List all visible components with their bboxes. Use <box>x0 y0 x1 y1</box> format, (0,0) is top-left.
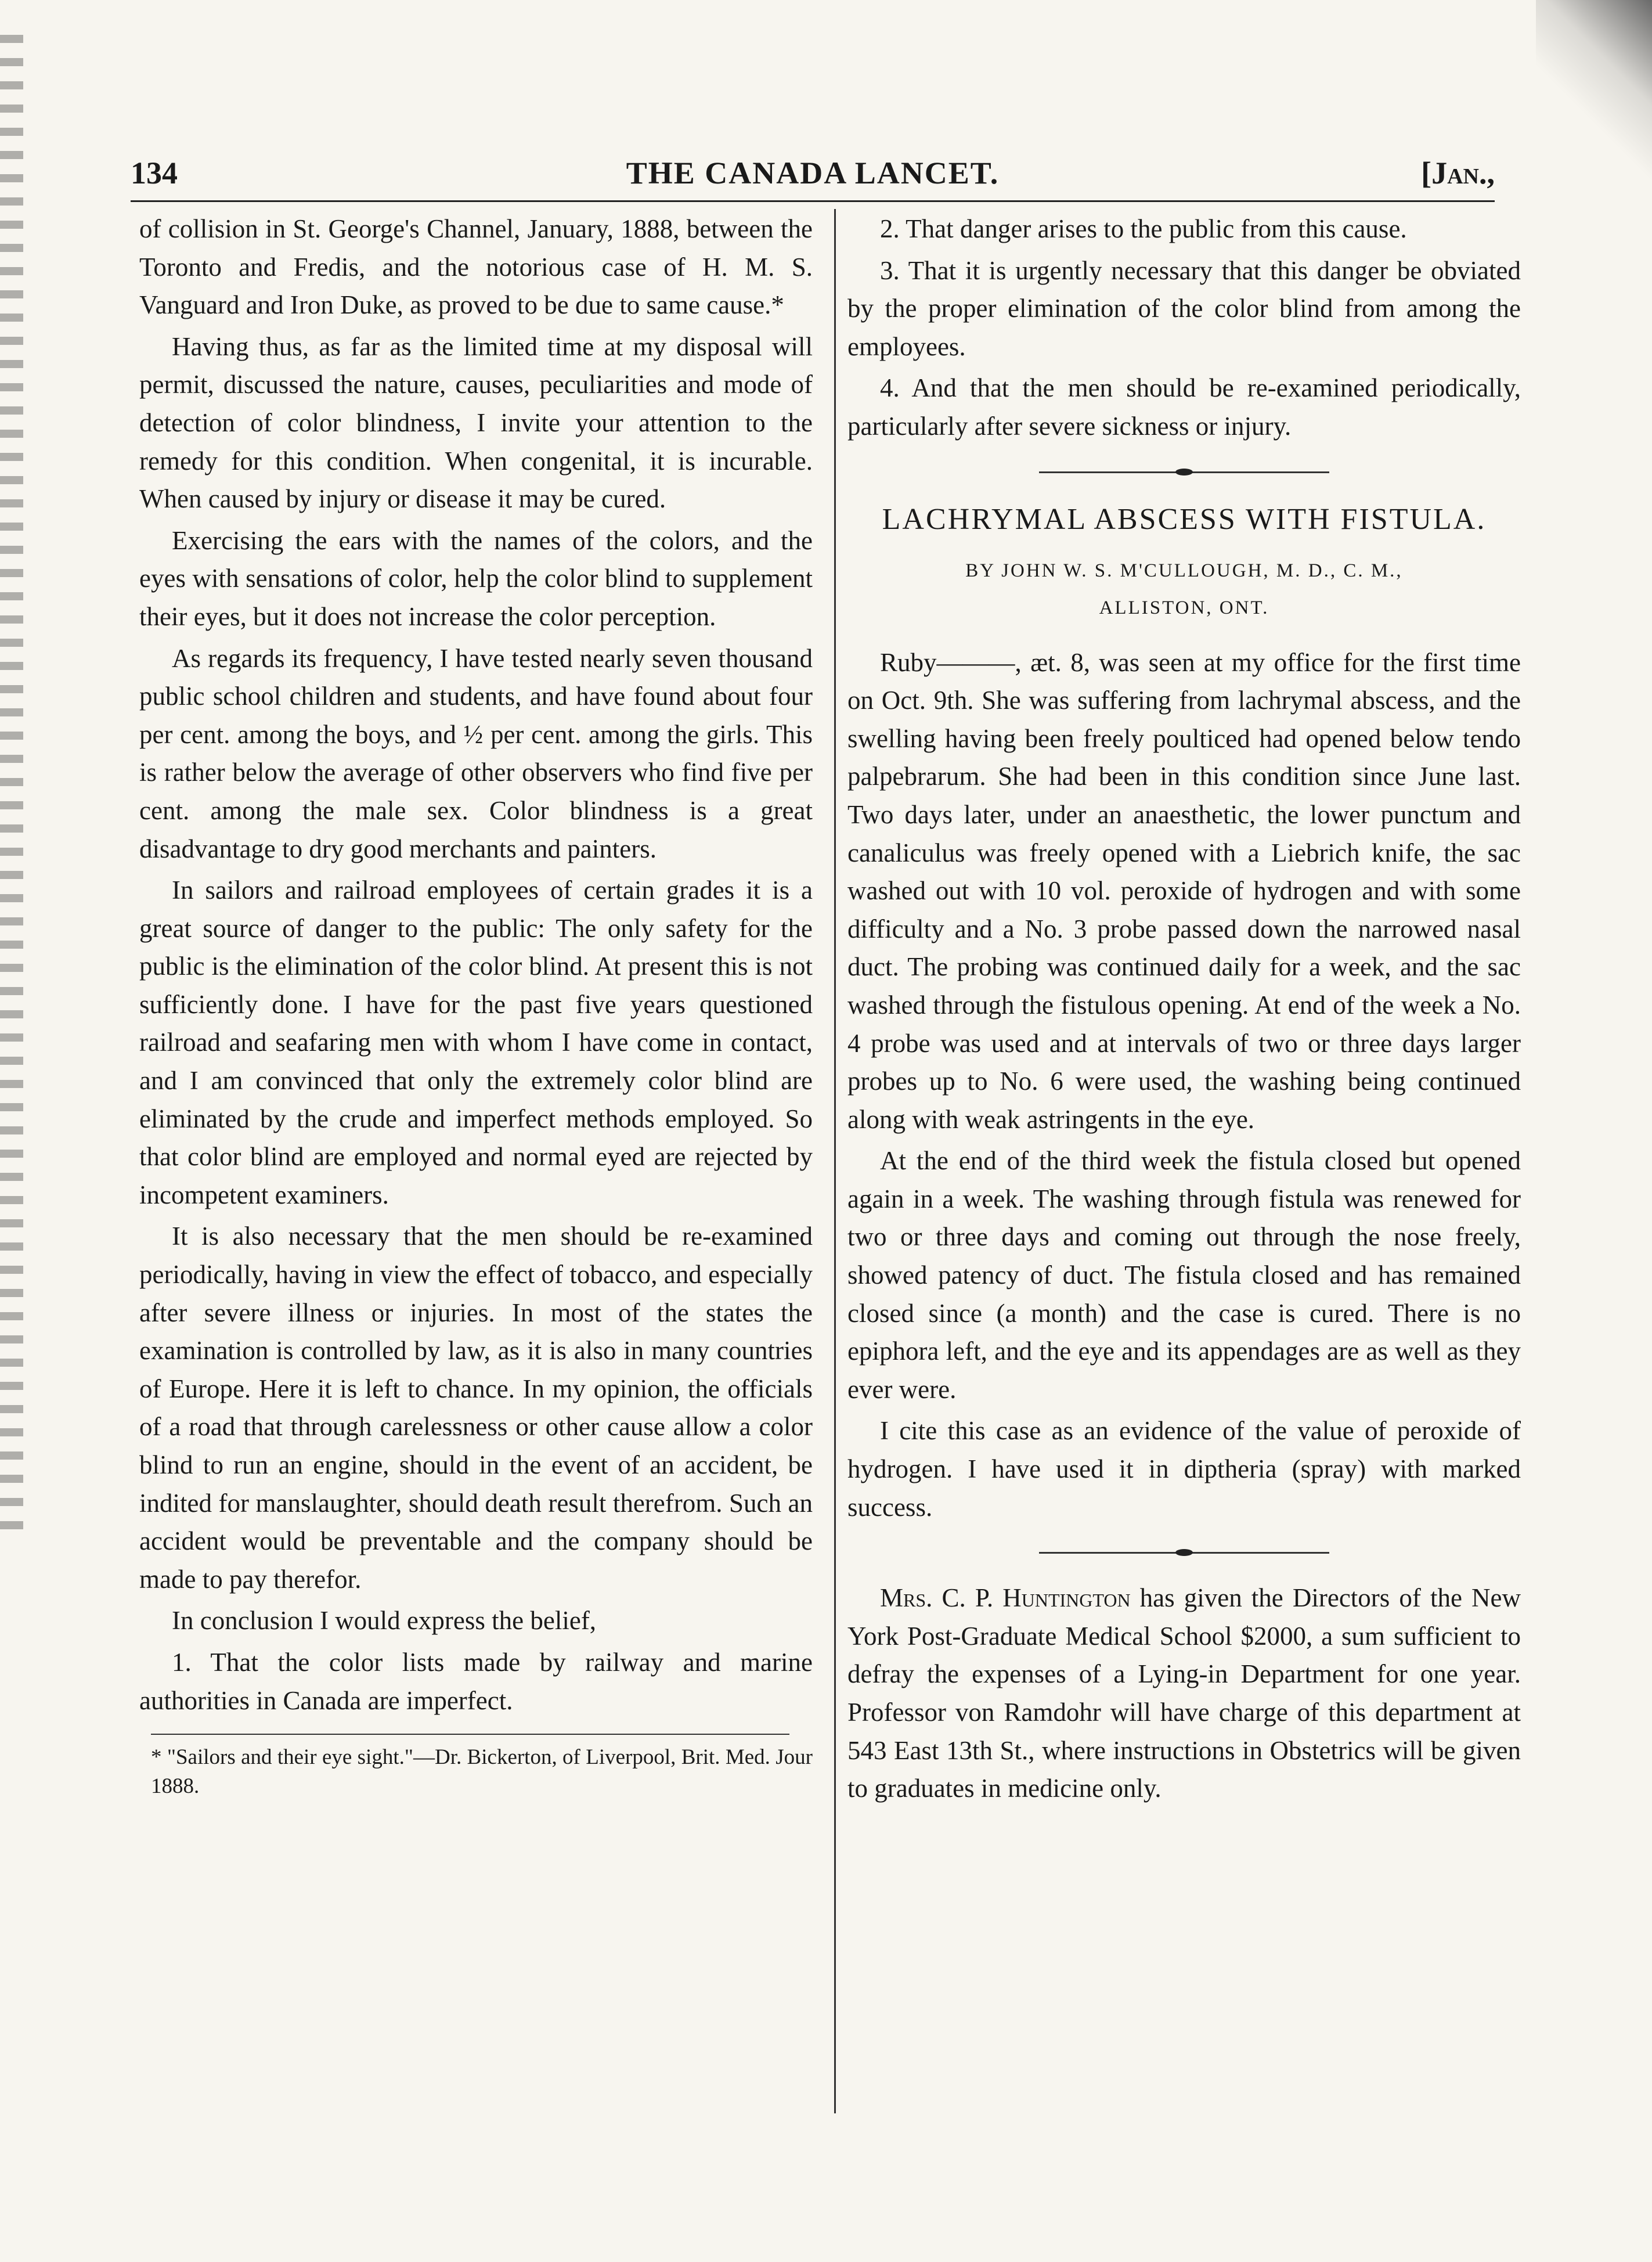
issue-date: [Jan., <box>1421 156 1495 190</box>
binding-edge <box>0 35 23 1544</box>
paragraph: In sailors and railroad employees of certain grades it is a great source of danger to the public: The only safety for the public is the elimination of the color blind. At present this is not sufficiently done. I have for the past five years questioned railroad and seafaring men with whom I have come in contact, and I am convinced that only the extremely color blind are eliminated by the crude and imperfect methods employed. So that color blind are employed and normal eyed are rejected by incompetent examiners. <box>139 876 813 1209</box>
column-divider <box>834 209 836 2113</box>
footnote-rule <box>151 1734 789 1735</box>
paragraph: At the end of the third week the fistula closed but opened again in a week. The washing through fistula was renewed for two or three days and coming out through the nose freely, showed patency of duct. The fistula closed and has remained closed since (a month) and the case is cured. There is no epiphora left, and the eye and its appendages are as well as they ever were. <box>847 1146 1521 1404</box>
paragraph: of collision in St. George's Channel, January, 1888, between the Toronto and Fredis, and the notorious case of H. M. S. Vanguard and Iron Duke, as proved to be due to same cause.* <box>139 214 813 320</box>
news-note-name: Mrs. C. P. Huntington <box>880 1583 1131 1613</box>
right-column <box>847 210 1521 1811</box>
article-title: LACHRYMAL ABSCESS WITH FISTULA. <box>882 502 1487 536</box>
paragraph: Ruby———, æt. 8, was seen at my office for the first time on Oct. 9th. She was suffering from lachrymal abscess, and the swelling having been freely poulticed had opened below tendo palpebrarum. She had been in this condition since June last. Two days later, under an anaesthetic, the lower punctum and canaliculus was freely opened with a Liebrich knife, the sac washed out with 10 vol. peroxide of hydrogen and with some difficulty and a No. 3 probe passed down the narrowed nasal duct. The probing was continued daily for a week, and the sac washed through the fistulous opening. At end of the week a No. 4 probe was used and at intervals of two or three days larger probes up to No. 6 were used, the washing being continued along with weak astringents in the eye. <box>847 647 1521 1134</box>
journal-title: THE CANADA LANCET. <box>626 156 1000 190</box>
byline-location: ALLISTON, ONT. <box>1099 597 1269 618</box>
list-item: 4. And that the men should be re-examined periodically, particularly after severe sickness or injury. <box>847 373 1521 441</box>
paragraph: It is also necessary that the men should be re-examined periodically, having in view the effect of tobacco, and especially after severe illness or injuries. In most of the states the examination is controlled by law, as it is also in many countries of Europe. Here it is left to chance. In my opinion, the officials of a road that through carelessness or other cause allow a color blind to run an engine, should in the event of an accident, be indited for manslaughter, should death result therefrom. Such an accident would be preventable and the company should be made to pay therefor. <box>139 1222 813 1594</box>
list-item: 1. That the color lists made by railway and marine authorities in Canada are imperfect. <box>139 1647 813 1715</box>
page-corner-shadow <box>1536 0 1652 186</box>
page-number: 134 <box>131 156 178 190</box>
running-header <box>131 150 1495 196</box>
paragraph: Having thus, as far as the limited time at my disposal will permit, discussed the nature, causes, peculiarities and mode of detection of color blindness, I invite your attention to the remedy for this condition. When congenital, it is incurable. When caused by injury or disease it may be cured. <box>139 332 813 514</box>
section-divider <box>1039 471 1329 473</box>
paragraph: I cite this case as an evidence of the value of peroxide of hydrogen. I have used it in diptheria (spray) with marked success. <box>847 1416 1521 1522</box>
header-rule <box>131 200 1495 202</box>
byline-author: BY JOHN W. S. M'CULLOUGH, M. D., C. M., <box>965 560 1403 581</box>
left-column <box>139 210 813 1804</box>
paragraph: As regards its frequency, I have tested nearly seven thousand public school children and students, and have found about four per cent. among the boys, and ½ per cent. among the girls. This is rather below the average of other observers who find five per cent. among the male sex. Color blindness is a great disadvantage to dry good merchants and painters. <box>139 643 813 863</box>
section-divider <box>1039 1552 1329 1554</box>
conclusion-list <box>847 210 1521 446</box>
list-item: 3. That it is urgently necessary that this danger be obviated by the proper elimination of the color blind from among the employees. <box>847 255 1521 361</box>
article-byline <box>847 552 1521 626</box>
news-note <box>847 1579 1521 1808</box>
news-note-text: has given the Directors of the New York Post-Graduate Medical School $2000, a sum sufficient to defray the expenses of a Lying-in Department for one year. Professor von Ramdohr will have charge of this department at 543 East 13th St., where instructions in Obstetrics will be given to graduates in medicine only. <box>847 1583 1521 1803</box>
paragraph: Exercising the ears with the names of the colors, and the eyes with sensations of color, help the color blind to supplement their eyes, but it does not increase the color perception. <box>139 525 813 631</box>
paragraph: In conclusion I would express the belief, <box>172 1606 597 1636</box>
list-item: 2. That danger arises to the public from this cause. <box>880 214 1407 243</box>
footnote: * "Sailors and their eye sight."—Dr. Bickerton, of Liverpool, Brit. Med. Jour 1888. <box>151 1745 813 1799</box>
